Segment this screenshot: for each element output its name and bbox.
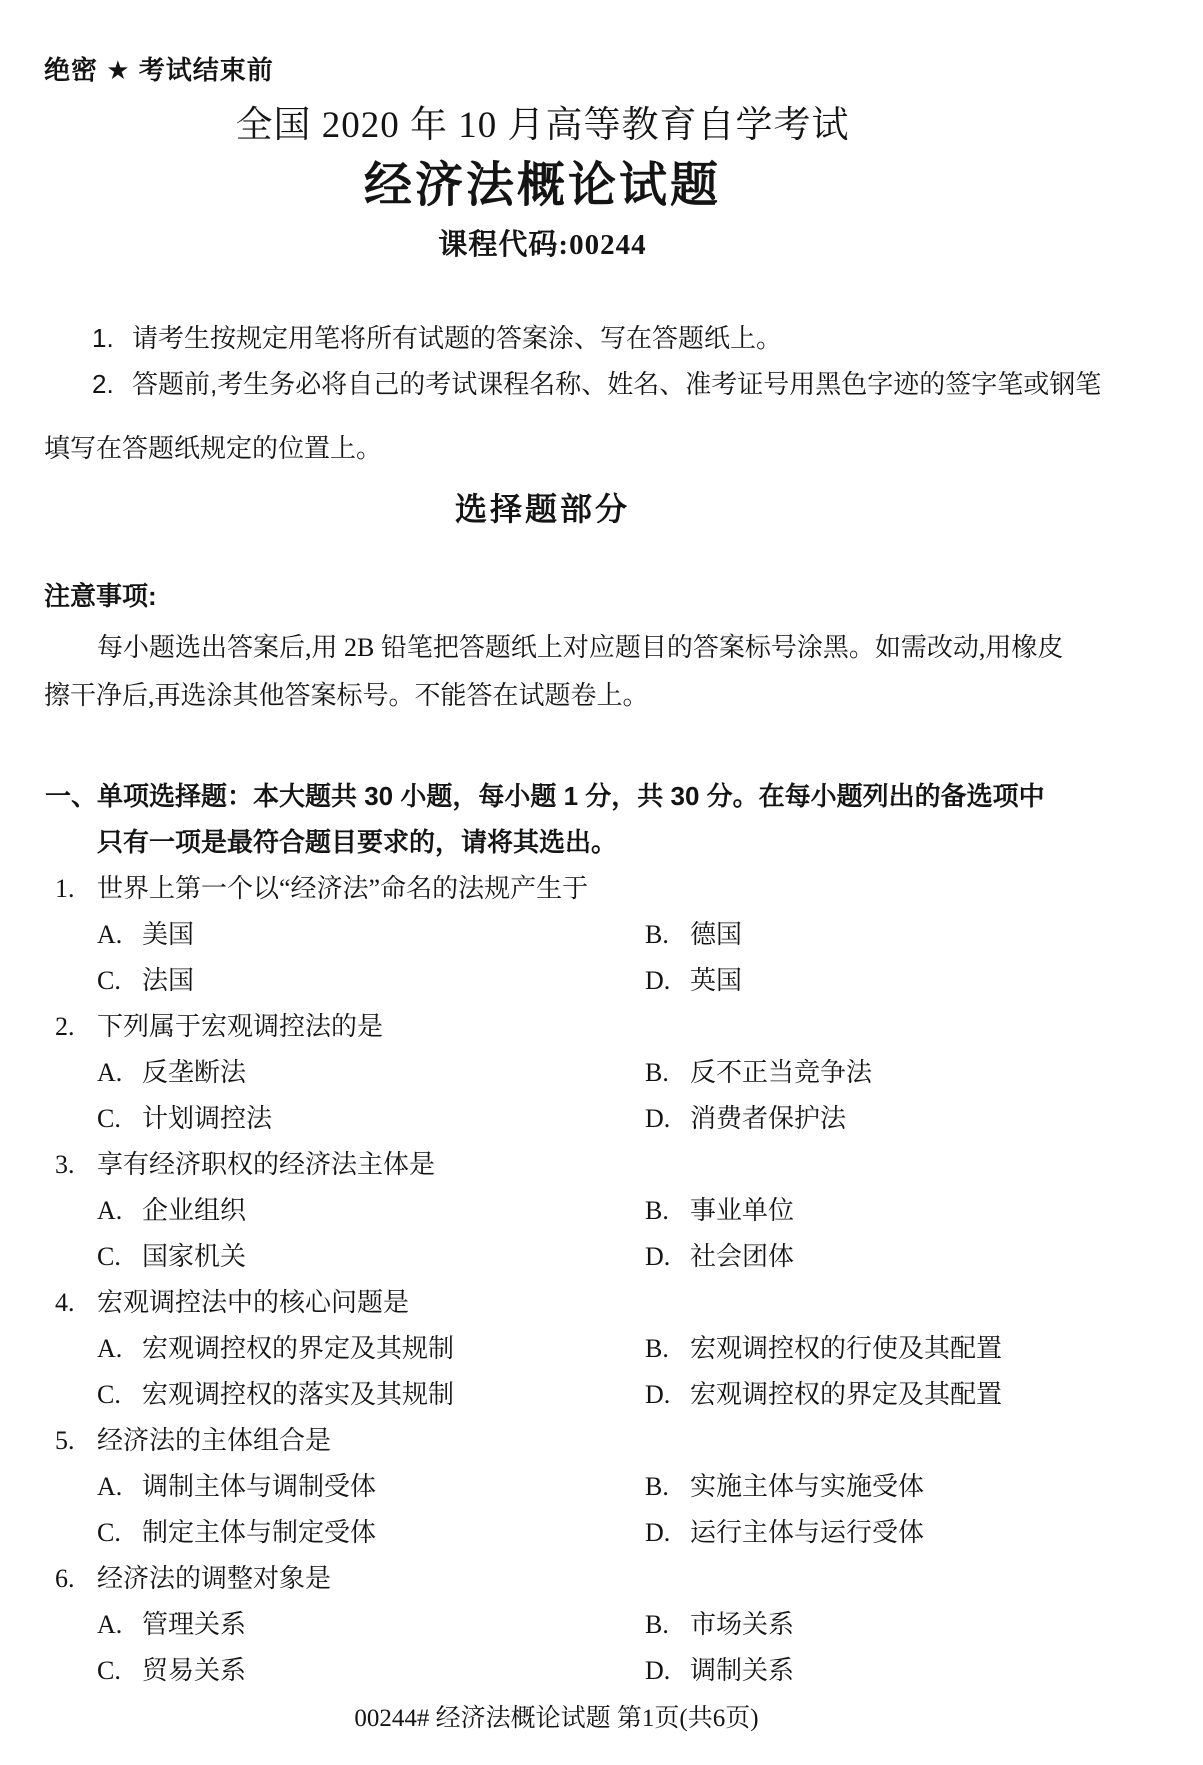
option-letter: D. <box>645 1242 671 1271</box>
instruction-number: 1. <box>92 323 114 353</box>
option-d <box>645 958 1203 1004</box>
option-row <box>0 1234 1203 1280</box>
instruction-2-continuation: 填写在答题纸规定的位置上。 <box>44 433 383 463</box>
option-d <box>645 1234 1203 1280</box>
option-c <box>97 1510 645 1556</box>
option-letter: C. <box>97 1518 121 1547</box>
option-row <box>0 1096 1203 1142</box>
option-text: 英国 <box>690 966 743 995</box>
option-b <box>645 912 1203 958</box>
option-text: 计划调控法 <box>142 1104 273 1133</box>
option-letter: B. <box>645 1610 669 1639</box>
option-letter: B. <box>645 1472 669 1501</box>
option-letter: C. <box>97 1380 121 1409</box>
option-letter: D. <box>645 1656 671 1685</box>
question-line <box>0 866 1203 912</box>
option-letter: C. <box>97 1104 121 1133</box>
question-number: 1. <box>55 874 75 903</box>
question-2 <box>0 1004 1203 1142</box>
option-row <box>0 1188 1203 1234</box>
instruction-number: 2. <box>92 369 114 399</box>
option-a <box>97 1602 645 1648</box>
option-c <box>97 1372 645 1418</box>
option-letter: B. <box>645 1196 669 1225</box>
option-letter: A. <box>97 1334 123 1363</box>
paper-title: 经济法概论试题 <box>363 159 721 212</box>
option-row <box>0 958 1203 1004</box>
option-row <box>0 1464 1203 1510</box>
option-text: 美国 <box>142 920 195 949</box>
question-text: 宏观调控法中的核心问题是 <box>97 1288 410 1317</box>
notice-heading: 注意事项: <box>44 581 157 611</box>
option-text: 国家机关 <box>142 1242 247 1271</box>
question-text: 下列属于宏观调控法的是 <box>97 1012 384 1041</box>
option-text: 实施主体与实施受体 <box>690 1472 925 1501</box>
option-text: 宏观调控权的行使及其配置 <box>690 1334 1003 1363</box>
instruction-text: 请考生按规定用笔将所有试题的答案涂、写在答题纸上。 <box>132 323 783 353</box>
option-c <box>97 1648 645 1694</box>
option-row <box>0 1602 1203 1648</box>
option-text: 德国 <box>690 920 743 949</box>
instruction-text: 答题前,考生务必将自己的考试课程名称、姓名、准考证号用黑色字迹的签字笔或钢笔 <box>132 369 1102 399</box>
question-line <box>0 1556 1203 1602</box>
option-letter: C. <box>97 1242 121 1271</box>
notice-line-2: 擦干净后,再选涂其他答案标号。不能答在试题卷上。 <box>44 681 649 710</box>
question-number: 2. <box>55 1012 75 1041</box>
course-code: 课程代码:00244 <box>438 229 647 261</box>
option-b <box>645 1326 1203 1372</box>
option-letter: C. <box>97 1656 121 1685</box>
option-letter: D. <box>645 1518 671 1547</box>
question-line <box>0 1280 1203 1326</box>
option-a <box>97 912 645 958</box>
option-text: 运行主体与运行受体 <box>690 1518 925 1547</box>
option-d <box>645 1510 1203 1556</box>
option-a <box>97 1188 645 1234</box>
option-text: 消费者保护法 <box>690 1104 847 1133</box>
option-letter: A. <box>97 1058 123 1087</box>
option-text: 制定主体与制定受体 <box>142 1518 377 1547</box>
question-text: 享有经济职权的经济法主体是 <box>97 1150 436 1179</box>
question-text: 经济法的调整对象是 <box>97 1564 332 1593</box>
option-letter: C. <box>97 966 121 995</box>
option-a <box>97 1326 645 1372</box>
option-letter: B. <box>645 920 669 949</box>
option-letter: D. <box>645 1380 671 1409</box>
question-number: 4. <box>55 1288 75 1317</box>
question-text: 经济法的主体组合是 <box>97 1426 332 1455</box>
option-text: 调制关系 <box>690 1656 795 1685</box>
question-line <box>0 1004 1203 1050</box>
section-title: 选择题部分 <box>454 491 630 527</box>
option-text: 法国 <box>142 966 195 995</box>
option-a <box>97 1050 645 1096</box>
option-text: 贸易关系 <box>142 1656 247 1685</box>
option-d <box>645 1648 1203 1694</box>
option-b <box>645 1464 1203 1510</box>
question-line <box>0 1418 1203 1464</box>
notice-line-1: 每小题选出答案后,用 2B 铅笔把答题纸上对应题目的答案标号涂黑。如需改动,用橡皮 <box>97 633 1064 662</box>
option-row <box>0 1648 1203 1694</box>
option-d <box>645 1372 1203 1418</box>
option-text: 管理关系 <box>142 1610 247 1639</box>
question-6 <box>0 1556 1203 1694</box>
question-line <box>0 1142 1203 1188</box>
option-b <box>645 1050 1203 1096</box>
option-b <box>645 1188 1203 1234</box>
option-row <box>0 1372 1203 1418</box>
option-c <box>97 1096 645 1142</box>
option-text: 市场关系 <box>690 1610 795 1639</box>
question-number: 6. <box>55 1564 75 1593</box>
part-one-heading-line-1: 一、单项选择题：本大题共 30 小题，每小题 1 分，共 30 分。在每小题列出的备选项中 <box>45 781 1045 811</box>
page-footer: 00244# 经济法概论试题 第1页(共6页) <box>354 1705 759 1732</box>
question-number: 3. <box>55 1150 75 1179</box>
part-one-heading-line-2: 只有一项是最符合题目要求的，请将其选出。 <box>97 827 618 857</box>
exam-session-title: 全国 2020 年 10 月高等教育自学考试 <box>235 105 850 146</box>
question-5 <box>0 1418 1203 1556</box>
option-text: 宏观调控权的界定及其规制 <box>142 1334 455 1363</box>
option-text: 反垄断法 <box>142 1058 247 1087</box>
question-4 <box>0 1280 1203 1418</box>
option-d <box>645 1096 1203 1142</box>
secret-banner: 绝密 ★ 考试结束前 <box>44 55 274 85</box>
option-row <box>0 1050 1203 1096</box>
instruction-item-2 <box>92 364 1101 401</box>
instruction-item-1 <box>92 318 782 355</box>
option-letter: A. <box>97 1472 123 1501</box>
option-b <box>645 1602 1203 1648</box>
option-text: 社会团体 <box>690 1242 795 1271</box>
option-row <box>0 912 1203 958</box>
option-letter: B. <box>645 1334 669 1363</box>
option-letter: D. <box>645 966 671 995</box>
option-letter: A. <box>97 920 123 949</box>
option-row <box>0 1326 1203 1372</box>
option-text: 调制主体与调制受体 <box>142 1472 377 1501</box>
option-text: 企业组织 <box>142 1196 247 1225</box>
option-row <box>0 1510 1203 1556</box>
question-text: 世界上第一个以“经济法”命名的法规产生于 <box>97 874 589 903</box>
option-a <box>97 1464 645 1510</box>
question-1 <box>0 866 1203 1004</box>
option-text: 反不正当竞争法 <box>690 1058 873 1087</box>
option-c <box>97 1234 645 1280</box>
question-list <box>0 866 1203 1694</box>
option-text: 事业单位 <box>690 1196 795 1225</box>
option-c <box>97 958 645 1004</box>
option-text: 宏观调控权的界定及其配置 <box>690 1380 1003 1409</box>
question-number: 5. <box>55 1426 75 1455</box>
option-text: 宏观调控权的落实及其规制 <box>142 1380 455 1409</box>
question-3 <box>0 1142 1203 1280</box>
option-letter: B. <box>645 1058 669 1087</box>
option-letter: A. <box>97 1610 123 1639</box>
option-letter: A. <box>97 1196 123 1225</box>
option-letter: D. <box>645 1104 671 1133</box>
